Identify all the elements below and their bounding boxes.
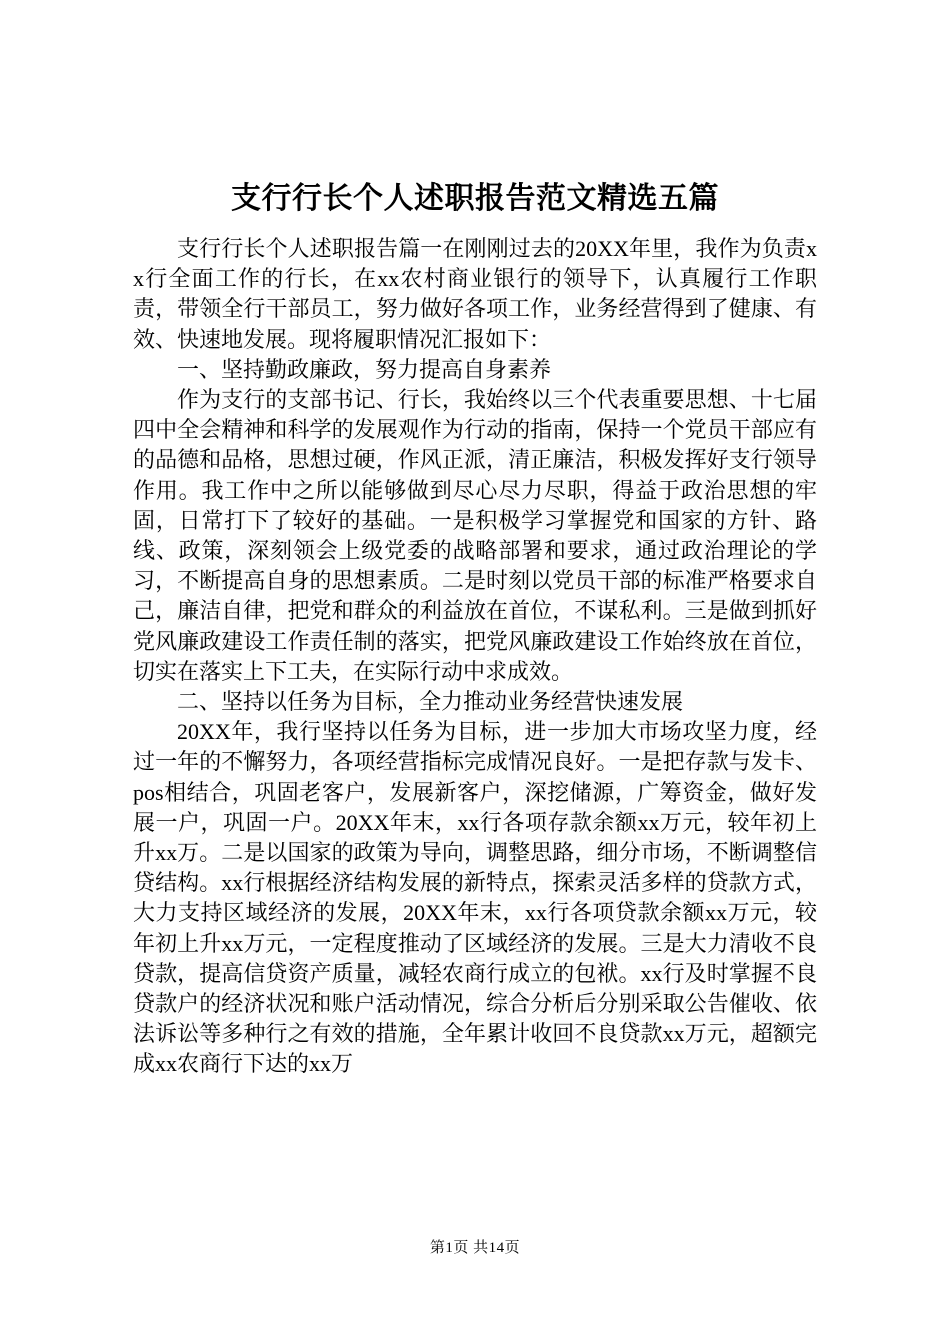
page-number-footer: 第1页 共14页	[429, 1240, 521, 1256]
document-title: 支行行长个人述职报告范文精选五篇	[231, 182, 719, 215]
section-heading-1: 一、坚持勤政廉政，努力提高自身素养	[177, 356, 552, 382]
document-body	[133, 234, 817, 1080]
paragraph-section-1: 作为支行的支部书记、行长，我始终以三个代表重要思想、十七届四中全会精神和科学的发展观作为行动的指南，保持一个党员干部应有的品德和品格，思想过硬，作风正派，清正廉洁，积极发挥好支行领导作用。我工作中之所以能够做到尽心尽力尽职，得益于政治思想的牢固，日常打下了较好的基础。一是积极学习掌握党和国家的方针、路线、政策，深刻领会上级党委的战略部署和要求，通过政治理论的学习，不断提高自身的思想素质。二是时刻以党员干部的标准严格要求自己，廉洁自律，把党和群众的利益放在首位，不谋私利。三是做到抓好党风廉政建设工作责任制的落实，把党风廉政建设工作始终放在首位，切实在落实上下工夫，在实际行动中求成效。	[133, 387, 817, 684]
paragraph-intro: 支行行长个人述职报告篇一在刚刚过去的20XX年里，我作为负责xx行全面工作的行长，在xx农村商业银行的领导下，认真履行工作职责，带领全行干部员工，努力做好各项工作，业务经营得到了健康、有效、快速地发展。现将履职情况汇报如下：	[133, 236, 817, 352]
paragraph-section-2: 20XX年，我行坚持以任务为目标，进一步加大市场攻坚力度，经过一年的不懈努力，各项经营指标完成情况良好。一是把存款与发卡、pos相结合，巩固老客户，发展新客户，深挖储源，广筹资金，做好发展一户，巩固一户。20XX年末，xx行各项存款余额xx万元，较年初上升xx万。二是以国家的政策为导向，调整思路，细分市场，不断调整信贷结构。xx行根据经济结构发展的新特点，探索灵活多样的贷款方式，大力支持区域经济的发展，20XX年末，xx行各项贷款余额xx万元，较年初上升xx万元，一定程度推动了区域经济的发展。三是大力清收不良贷款，提高信贷资产质量，减轻农商行成立的包袱。xx行及时掌握不良贷款户的经济状况和账户活动情况，综合分析后分别采取公告催收、依法诉讼等多种行之有效的措施，全年累计收回不良贷款xx万元，超额完成xx农商行下达的xx万	[133, 719, 817, 1077]
section-heading-2: 二、坚持以任务为目标，全力推动业务经营快速发展	[177, 689, 684, 715]
document-content	[133, 0, 817, 1080]
